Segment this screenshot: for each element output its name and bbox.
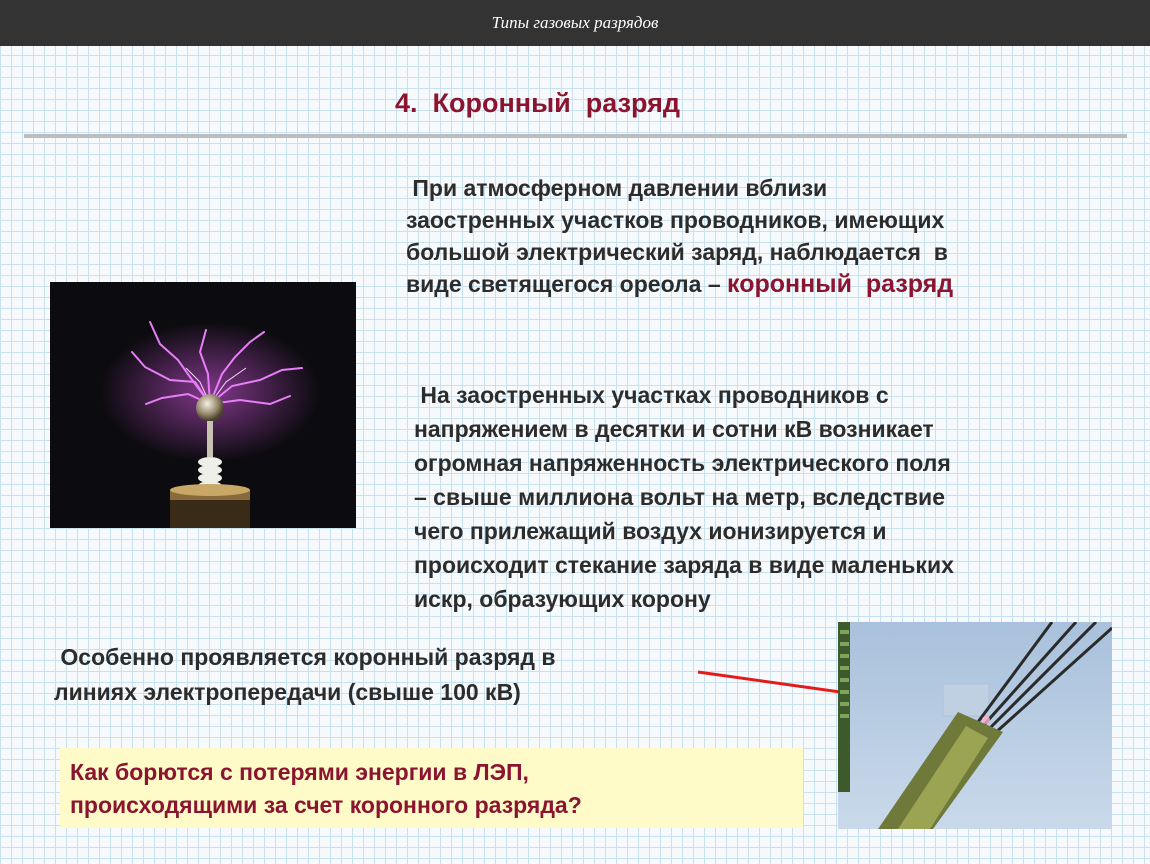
paragraph-line: чего прилежащий воздух ионизируется и bbox=[414, 518, 887, 544]
paragraph-line: напряжением в десятки и сотни кВ возникает bbox=[414, 416, 934, 442]
paragraph-line: Особенно проявляется коронный разряд в bbox=[54, 644, 556, 670]
paragraph-line: заостренных участков проводников, имеющих bbox=[406, 207, 945, 233]
paragraph-line: огромная напряженность электрического поля bbox=[414, 450, 951, 476]
heading-divider bbox=[24, 134, 1127, 138]
paragraph-line-text: виде светящегося ореола – bbox=[406, 271, 728, 297]
paragraph-power-lines bbox=[54, 640, 714, 710]
header-title: Типы газовых разрядов bbox=[491, 13, 659, 32]
tesla-coil-photo bbox=[50, 282, 356, 528]
paragraph-line: происходит стекание заряда в виде маленьких bbox=[414, 552, 954, 578]
question-box bbox=[60, 748, 803, 828]
paragraph-line bbox=[406, 268, 1106, 300]
power-line-photo bbox=[838, 622, 1112, 829]
corona-highlight: коронный разряд bbox=[727, 270, 954, 298]
paragraph-corona-definition bbox=[406, 172, 1106, 300]
question-line: происходящими за счет коронного разряда? bbox=[70, 792, 582, 818]
paragraph-line: При атмосферном давлении вблизи bbox=[406, 175, 828, 201]
paragraph-line: линиях электропередачи (свыше 100 кВ) bbox=[54, 679, 521, 705]
paragraph-line: большой электрический заряд, наблюдается в bbox=[406, 239, 948, 265]
header-bar bbox=[0, 0, 1150, 46]
paragraph-line: – свыше миллиона вольт на метр, вследствие bbox=[414, 484, 945, 510]
paragraph-line: искр, образующих корону bbox=[414, 586, 711, 612]
paragraph-line: На заостренных участках проводников с bbox=[414, 382, 889, 408]
question-line: Как борются с потерями энергии в ЛЭП, bbox=[70, 759, 529, 785]
paragraph-corona-mechanism bbox=[414, 378, 1114, 616]
section-heading: 4. Коронный разряд bbox=[395, 88, 681, 118]
